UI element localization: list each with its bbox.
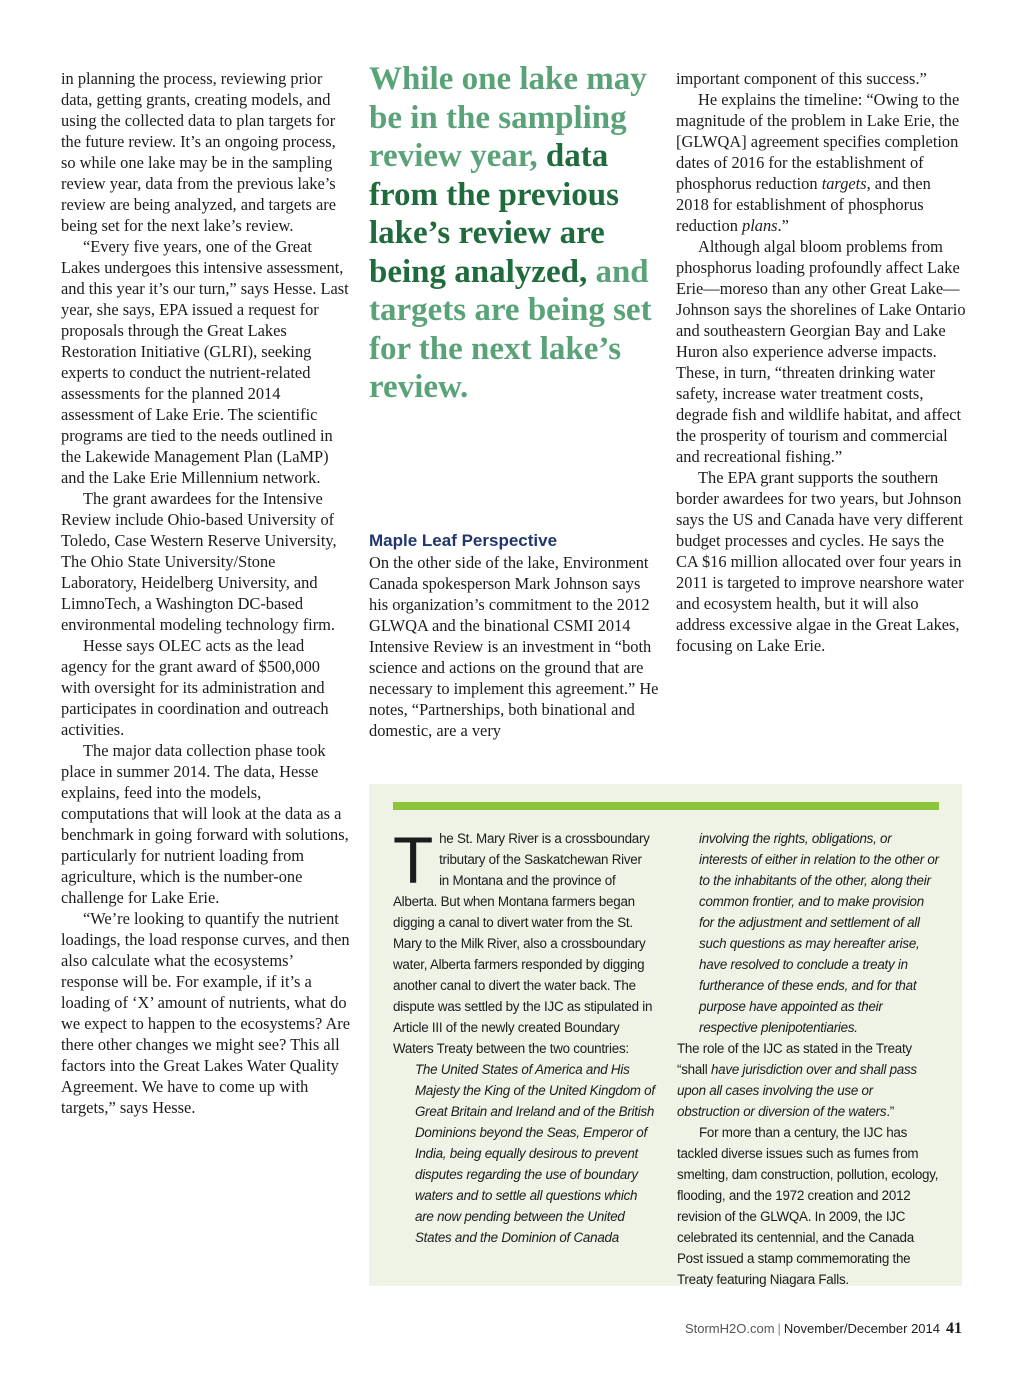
paragraph: The major data collection phase took place in summer 2014. The data, Hesse explains, feed into the models, computations that will look at the data as a benchmark in going forward with solutions, particularly for nutrient loading from agriculture, which is the number-one challenge for Lake Erie.	[61, 741, 349, 907]
sidebar-paragraph: For more than a century, the IJC has tackled diverse issues such as fumes from smelting, dam construction, pollution, ecology, flooding, and the 1972 creation and 2012 revision of the GLWQA. In 2009, the IJC celebrated its centennial, and the Canada Post issued a stamp commemorating the Treaty featuring Niagara Falls.	[677, 1125, 939, 1287]
drop-cap: T	[393, 823, 434, 897]
paragraph: Hesse says OLEC acts as the lead agency for the grant award of $500,000 with oversight for its administration and participates in coordination and outreach activities.	[61, 636, 329, 739]
sidebar-box	[369, 784, 962, 1286]
page-number: 41	[946, 1320, 962, 1337]
article-column-3	[676, 68, 966, 656]
pull-quote	[369, 60, 659, 407]
footer-separator: |	[777, 1321, 781, 1336]
paragraph: He explains the timeline: “Owing to the magnitude of the problem in Lake Erie, the [GLWQA] agreement specifies completion dates of 2016 for the establishment of phosphorus reduction targets, and then 2018 for establishment of phosphorus reduction plans.”	[676, 90, 960, 235]
treaty-quote-continued: involving the rights, obligations, or interests of either in relation to the other or to the inhabitants of the other, along their common frontier, and to make provision for the adjustment and settlement of all such questions as may hereafter arise, have resolved to conclude a treaty in furtherance of these ends, and for that purpose have appointed as their respective plenipotentiaries.	[699, 831, 939, 1035]
footer-issue: November/December 2014	[783, 1321, 940, 1336]
treaty-quote: The United States of America and His Majesty the King of the United Kingdom of Great Britain and Ireland and of the British Dominions beyond the Seas, Emperor of India, being equally desirous to prevent disputes regarding the use of boundary waters and to settle all questions which are now pending between the United States and the Dominion of Canada	[415, 1062, 655, 1245]
article-column-2	[369, 530, 659, 741]
paragraph: “Every five years, one of the Great Lakes undergoes this intensive assessment, and this year it’s our turn,” says Hesse. Last year, she says, EPA issued a request for proposals through the Great Lakes Restoration Initiative (GLRI), seeking experts to conduct the nutrient-related assessments for the planned 2014 assessment of Lake Erie. The scientific programs are tied to the needs outlined in the Lakewide Management Plan (LaMP) and the Lake Erie Millennium network.	[61, 237, 349, 487]
page-footer	[685, 1320, 962, 1338]
paragraph: The EPA grant supports the southern border awardees for two years, but Johnson says the US and Canada have very different budget processes and cycles. He says the CA $16 million allocated over four years in 2011 is targeted to improve nearshore water and ecosystem health, but it will also address excessive algae in the Great Lakes, focusing on Lake Erie.	[676, 468, 964, 655]
paragraph: “We’re looking to quantify the nutrient loadings, the load response curves, and then also calculate what the ecosystems’ response will be. For example, if it’s a loading of ‘X’ amount of nutrients, what do we expect to happen to the ecosystems? Are there other changes we might see? This all factors into the Great Lakes Water Quality Agreement. We have to come up with targets,” says Hesse.	[61, 909, 351, 1117]
footer-site: StormH2O.com	[684, 1321, 775, 1336]
subheading: Maple Leaf Perspective	[369, 531, 558, 550]
paragraph: The grant awardees for the Intensive Review include Ohio-based University of Toledo, Case Western Reserve University, The Ohio State University/Stone Laboratory, Heidelberg University, and LimnoTech, a Washington DC-based environmental modeling technology firm.	[61, 489, 337, 634]
article-column-1	[61, 68, 351, 1118]
paragraph: important component of this success.”	[676, 69, 927, 88]
pull-quote-part-3: and targets are being set for the next lake’s review.	[369, 253, 652, 405]
paragraph: On the other side of the lake, Environment Canada spokesperson Mark Johnson says his organization’s commitment to the 2012 GLWQA and the binational CSMI 2014 Intensive Review is an investment in “both science and actions on the ground that are necessary to implement this agreement.” He notes, “Partnerships, both binational and domestic, are a very	[369, 553, 659, 740]
sidebar-paragraph: The role of the IJC as stated in the Treaty “shall have jurisdiction over and shall pass upon all cases involving the use or obstruction or diversion of the waters.”	[677, 1041, 917, 1119]
paragraph: in planning the process, reviewing prior data, getting grants, creating models, and using the collected data to plan targets for the future review. It’s an ongoing process, so while one lake may be in the sampling review year, data from the previous lake’s review are being analyzed, and targets are being set for the next lake’s review.	[61, 69, 337, 235]
sidebar-column-2	[677, 828, 939, 1290]
paragraph: Although algal bloom problems from phosphorus loading profoundly affect Lake Erie—moreso than any other Great Lake—Johnson says the shorelines of Lake Ontario and southeastern Georgian Bay and Lake Huron also experience adverse impacts. These, in turn, “threaten drinking water safety, increase water treatment costs, degrade fish and wildlife habitat, and affect the prosperity of tourism and commercial and recreational fishing.”	[676, 237, 966, 466]
pull-quote-part-2: data from the previous lake’s review are being analyzed,	[369, 138, 619, 290]
sidebar-column-1	[393, 823, 655, 1248]
pull-quote-part-1: While one lake may be in the sampling review year,	[369, 61, 647, 174]
sidebar-paragraph: The St. Mary River is a crossboundary tributary of the Saskatchewan River in Montana and the province of Alberta. But when Montana farmers began digging a canal to divert water from the St. Mary to the Milk River, also a crossboundary water, Alberta farmers responded by digging another canal to divert the water back. The dispute was settled by the IJC as stipulated in Article III of the newly created Boundary Waters Treaty between the two countries:	[393, 823, 653, 1056]
sidebar-accent-bar	[393, 802, 939, 810]
